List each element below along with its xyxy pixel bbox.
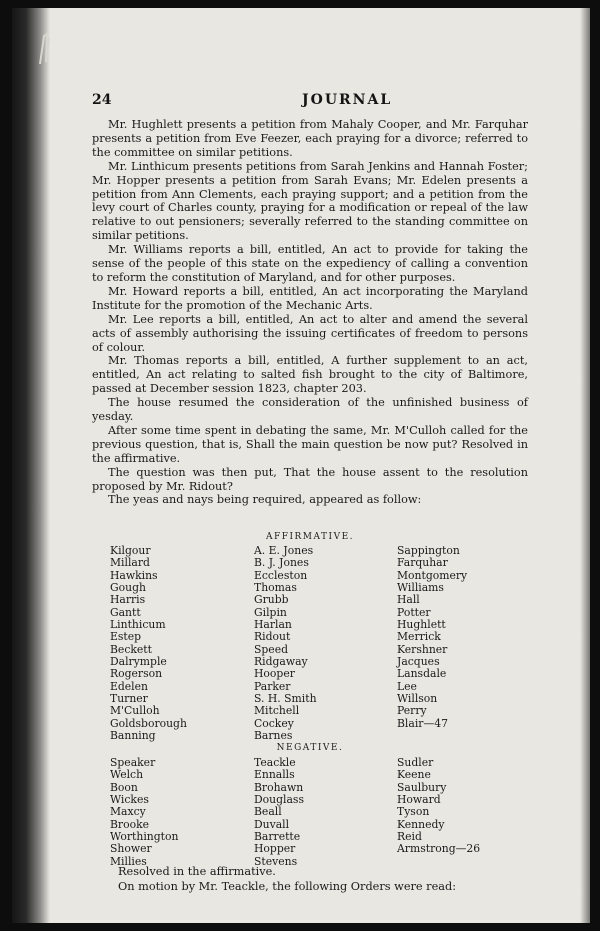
motion-line: On motion by Mr. Teackle, the following Orders were read: <box>118 880 457 893</box>
member-name: Merrick <box>397 630 441 644</box>
member-name: Douglass <box>254 793 304 807</box>
member-name: Edelen <box>110 679 148 693</box>
page-header <box>92 92 512 112</box>
paragraph: After some time spent in debating the same, Mr. M'Culloh called for the previous question, that is, Shall the main question be now put? Resolved in the affirmative. <box>92 423 528 465</box>
member-name: Speed <box>254 642 288 656</box>
journal-text <box>92 118 528 507</box>
affirmative-column <box>397 545 467 730</box>
member-name: Millies <box>110 854 147 868</box>
paragraph: The question was then put, That the house assent to the resolution proposed by Mr. Ridout? <box>92 465 528 493</box>
member-name: Shower <box>110 842 152 856</box>
member-name: Hopper <box>254 842 296 856</box>
member-name: Cockey <box>254 716 294 730</box>
member-name: Gough <box>110 581 146 595</box>
member-name: Maxcy <box>110 805 146 819</box>
member-name: Grubb <box>254 593 289 607</box>
member-name: Williams <box>397 581 444 595</box>
member-name: Beall <box>254 805 282 819</box>
member-name: Thomas <box>254 581 297 595</box>
paragraph: The house resumed the consideration of the unfinished business of yesday. <box>92 396 528 424</box>
member-name: Turner <box>110 692 148 706</box>
negative-column <box>254 757 304 868</box>
member-name: Hall <box>397 593 420 607</box>
member-name: B. J. Jones <box>254 556 309 570</box>
member-name: Millard <box>110 556 150 570</box>
paragraph: Mr. Linthicum presents petitions from Sarah Jenkins and Hannah Foster; Mr. Hopper presents a petition from Sarah Evans; Mr. Edelen presents a petition from Ann Clements, each praying support; and a petition from the levy court of Charles county, praying for a modification or repeal of the law relative to out pensioners; severally referred to the standing committee on similar petitions. <box>92 159 528 243</box>
member-name: Lansdale <box>397 667 447 681</box>
paragraph: Mr. Howard reports a bill, entitled, An act incorporating the Maryland Institute for the promotion of the Mechanic Arts. <box>92 284 528 312</box>
member-name: Ridout <box>254 630 291 644</box>
member-name: M'Culloh <box>110 704 160 718</box>
member-name: Reid <box>397 830 422 844</box>
member-name: Howard <box>397 793 441 807</box>
member-name: Worthington <box>110 830 179 844</box>
binding-mark-icon <box>38 32 52 66</box>
member-name: Kershner <box>397 642 448 656</box>
member-name: Sudler <box>397 756 434 769</box>
member-name: Potter <box>397 605 431 619</box>
member-name: Brohawn <box>254 780 304 794</box>
paragraph: The yeas and nays being required, appeared as follow: <box>108 493 422 507</box>
member-name: Rogerson <box>110 667 163 681</box>
member-name: Barnes <box>254 729 293 743</box>
page-title: JOURNAL <box>302 92 393 108</box>
member-name: Montgomery <box>397 568 468 582</box>
member-name: Ennalls <box>254 768 295 782</box>
member-name: Lee <box>397 679 417 693</box>
affirmative-heading: AFFIRMATIVE. <box>265 532 355 542</box>
negative-column <box>110 757 178 868</box>
member-name: Goldsborough <box>110 716 187 730</box>
member-name: Beckett <box>110 642 152 656</box>
paragraph: Mr. Thomas reports a bill, entitled, A further supplement to an act, entitled, An act relating to salted fish brought to the city of Baltimore, passed at December session 1823, chapter 203. <box>92 354 528 396</box>
member-name: Estep <box>110 630 142 644</box>
member-name: Duvall <box>254 817 290 831</box>
member-name: Dalrymple <box>110 655 167 669</box>
member-name: Speaker <box>110 756 156 769</box>
member-name: Banning <box>110 729 156 743</box>
member-name: S. H. Smith <box>254 692 317 706</box>
member-name: Linthicum <box>110 618 166 632</box>
negative-heading: NEGATIVE. <box>276 743 344 753</box>
member-name: Sappington <box>397 544 460 557</box>
paragraph: Mr. Hughlett presents a petition from Mahaly Cooper, and Mr. Farquhar presents a petition from Eve Feezer, each praying for a divorce; referred to the committee on similar petitions. <box>92 118 528 159</box>
member-name: Farquhar <box>397 556 448 570</box>
member-name: Eccleston <box>254 568 308 582</box>
member-name: Blair—47 <box>397 716 448 730</box>
member-name: A. E. Jones <box>254 544 314 557</box>
member-name: Perry <box>397 704 427 718</box>
member-name: Brooke <box>110 817 150 831</box>
member-name: Boon <box>110 780 138 794</box>
member-name: Saulbury <box>397 780 447 794</box>
affirmative-column <box>110 545 187 743</box>
member-name: Welch <box>110 768 144 782</box>
member-name: Kennedy <box>397 817 445 831</box>
affirmative-column <box>254 545 317 743</box>
member-name: Mitchell <box>254 704 300 718</box>
member-name: Harris <box>110 593 146 607</box>
member-name: Hooper <box>254 667 295 681</box>
paragraph: Mr. Lee reports a bill, entitled, An act to alter and amend the several acts of assembly authorising the issuing certificates of freedom to persons of colour. <box>92 312 528 354</box>
paragraph: Mr. Williams reports a bill, entitled, An act to provide for taking the sense of the people of this state on the expediency of calling a convention to reform the constitution of Maryland, and for other purposes. <box>92 243 528 284</box>
member-name: Gantt <box>110 605 141 619</box>
page-number: 24 <box>92 92 112 108</box>
member-name: Jacques <box>397 655 440 669</box>
negative-column <box>397 757 480 856</box>
resolved-line: Resolved in the affirmative. <box>118 865 276 878</box>
member-name: Armstrong—26 <box>397 842 481 856</box>
member-name: Keene <box>397 768 431 782</box>
member-name: Stevens <box>254 854 298 868</box>
member-name: Hughlett <box>397 618 446 632</box>
member-name: Kilgour <box>110 544 151 557</box>
member-name: Harlan <box>254 618 292 632</box>
member-name: Gilpin <box>254 605 287 619</box>
member-name: Willson <box>397 692 438 706</box>
member-name: Teackle <box>254 756 296 769</box>
member-name: Wickes <box>110 793 149 807</box>
member-name: Barrette <box>254 830 301 844</box>
member-name: Parker <box>254 679 291 693</box>
member-name: Tyson <box>397 805 430 819</box>
member-name: Ridgaway <box>254 655 308 669</box>
member-name: Hawkins <box>110 568 158 582</box>
